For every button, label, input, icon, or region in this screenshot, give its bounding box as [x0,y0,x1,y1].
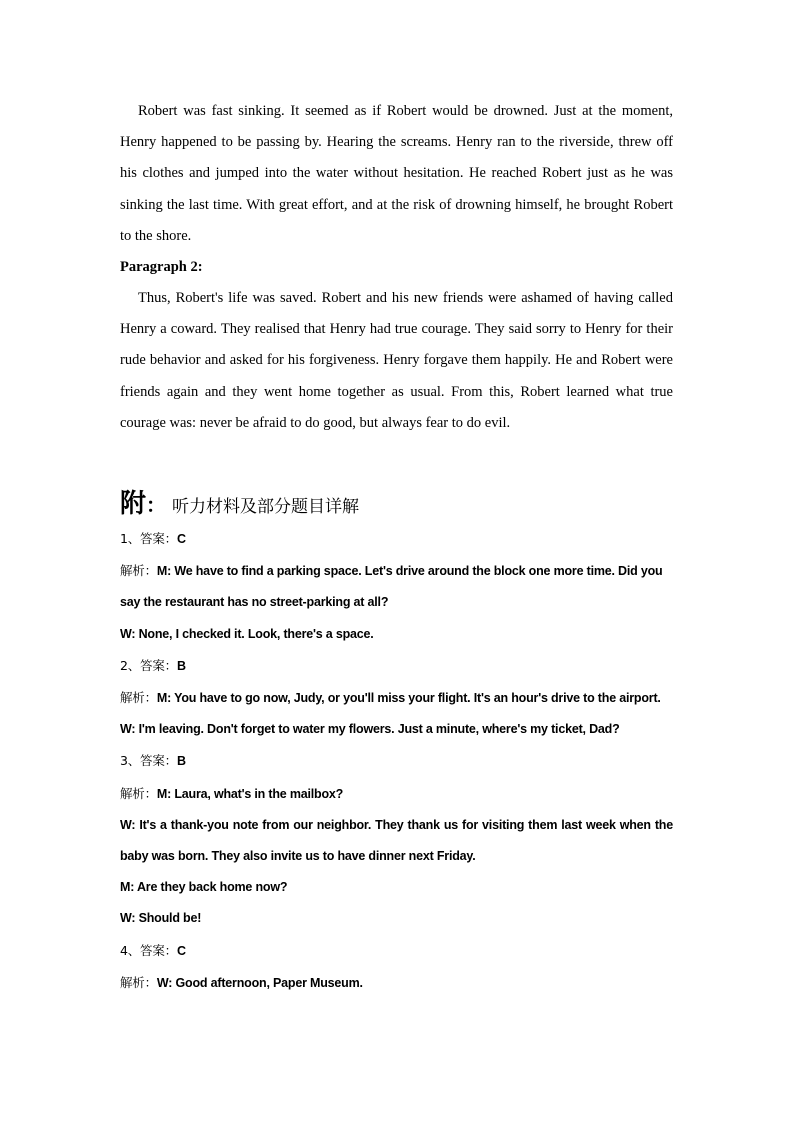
document-page [120,96,673,999]
analysis-4-label: 解析： [120,974,157,990]
analysis-1-line-1 [120,555,673,618]
analysis-2-label: 解析： [120,690,157,706]
analysis-3-line-4: W: Should be! [120,911,202,926]
answer-2-value: B [176,658,186,673]
analysis-3-line-3: M: Are they back home now? [120,880,288,895]
story-paragraph-1-text: Robert was fast sinking. It seemed as if Robert would be drowned. Just at the moment, Henry happened to be passing by. Hearing the screams. Henry ran to the riverside, threw off his clothes and jumped into the water without hesitation. He reached Robert just as he was sinking the last time. With great effort, and at the risk of drowning himself, he brought Robert to the shore. [120,103,673,244]
analysis-1-line-2: W: None, I checked it. Look, there's a space. [120,626,374,641]
analysis-1-text-1: M: We have to find a parking space. Let's drive around the block one more time. Did you say the restaurant has no street-parking at all? [120,564,663,610]
appendix-title-char: 附 [120,489,147,520]
analysis-3-text-1: M: Laura, what's in the mailbox? [156,786,344,801]
appendix-title-colon: ： [146,493,167,518]
analysis-4-text-1: W: Good afternoon, Paper Museum. [156,975,363,990]
answer-3-label: 3、答案： [120,753,177,769]
paragraph-2-heading: Paragraph 2: [120,259,203,276]
answer-4-value: C [176,943,186,958]
answer-2-label: 2、答案： [120,657,177,673]
analysis-3-line-2: W: It's a thank-you note from our neighbor. They thank us for visiting them last week when the baby was born. They also invite us to have dinner next Friday. [120,817,673,864]
answers-list [120,523,673,999]
answer-2 [120,650,673,682]
answer-3 [120,745,673,777]
analysis-2-line-2: W: I'm leaving. Don't forget to water my flowers. Just a minute, where's my ticket, Dad? [120,722,620,737]
appendix-title [120,483,673,523]
answer-4-label: 4、答案： [120,942,177,958]
story-paragraph-1 [120,96,673,252]
analysis-3-label: 解析： [120,785,157,801]
answer-1-label: 1、答案： [120,531,177,547]
analysis-2-text-1: M: You have to go now, Judy, or you'll miss your flight. It's an hour's drive to the airport. [156,691,661,706]
story-paragraph-2 [120,283,673,439]
analysis-3-line-1 [120,778,673,810]
answer-3-value: B [176,754,186,769]
story-paragraph-2-text: Thus, Robert's life was saved. Robert and his new friends were ashamed of having called Henry a coward. They realised that Henry had true courage. They said sorry to Henry for their rude behavior and asked for his forgiveness. Henry forgave them happily. He and Robert were friends again and they went home together as usual. From this, Robert learned what true courage was: never be afraid to do good, but always fear to do evil. [120,290,673,431]
appendix-title-text: 听力材料及部分题目详解 [172,497,360,518]
answer-4 [120,935,673,967]
analysis-2-line-1 [120,682,673,714]
analysis-4-line-1 [120,967,673,999]
answer-1 [120,523,673,555]
analysis-1-label: 解析： [120,563,157,579]
answer-1-value: C [176,532,186,547]
